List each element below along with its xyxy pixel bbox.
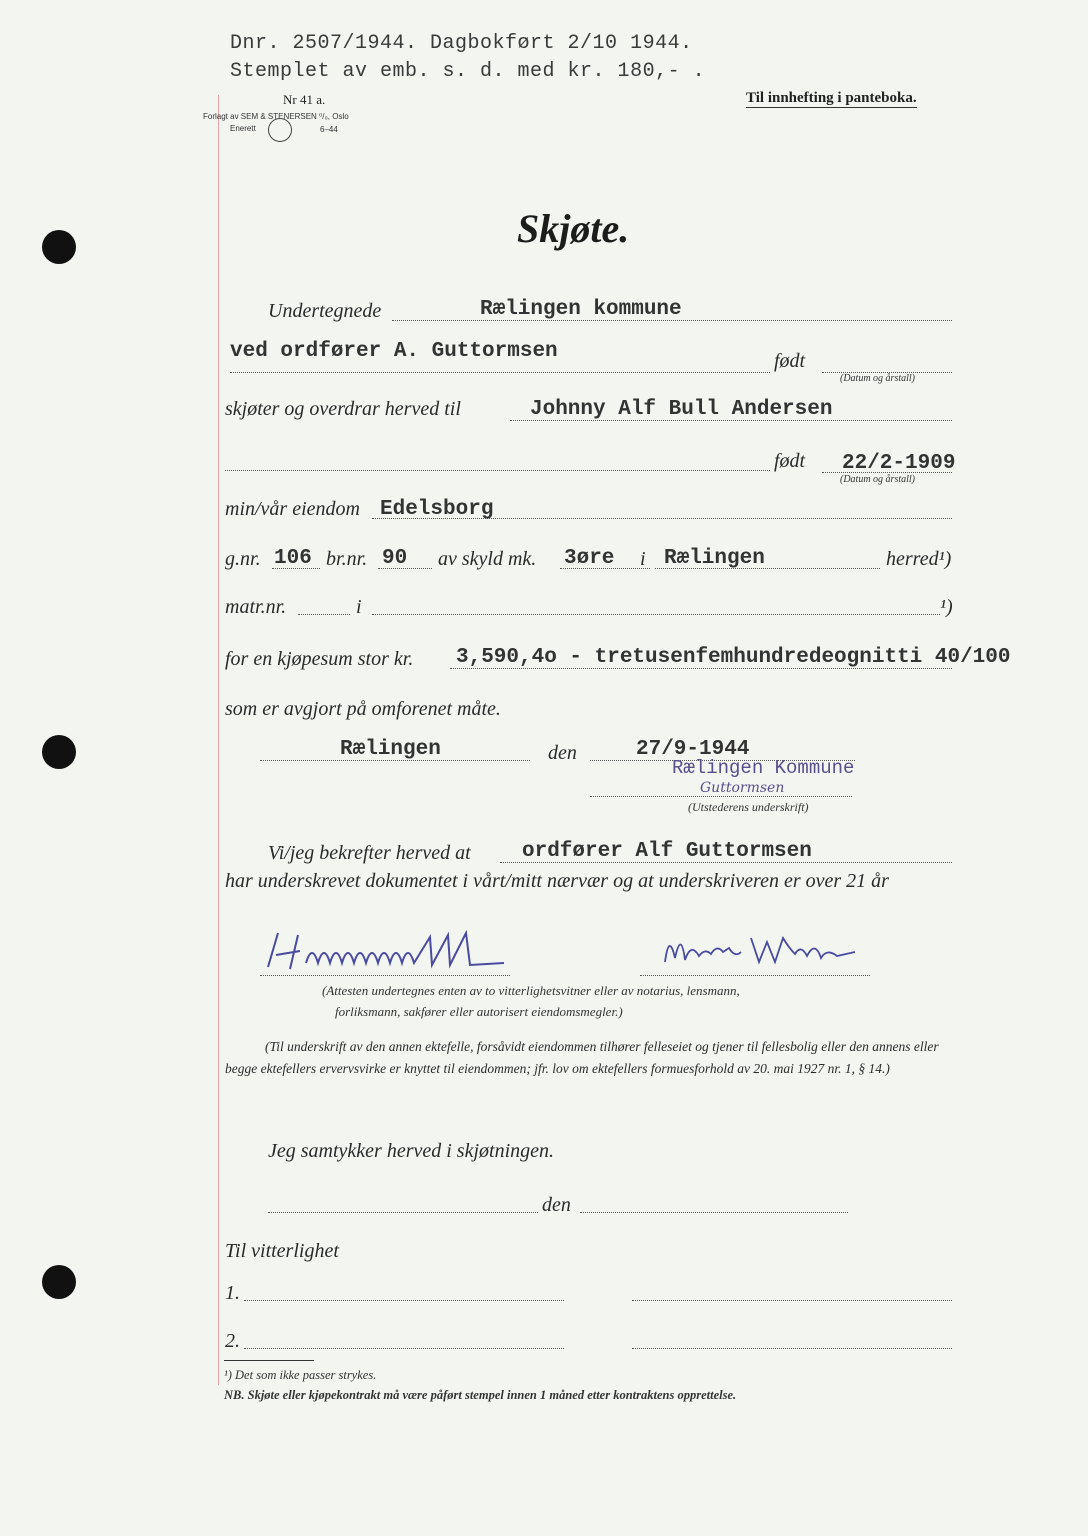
property-name: Edelsborg (380, 498, 494, 521)
publisher-date: 6–44 (320, 125, 338, 134)
witness-sig-line-2 (640, 975, 870, 976)
buyer-birth-line (822, 472, 952, 473)
gnr-value: 106 (274, 547, 312, 570)
avgjort-text: som er avgjort på omforenet måte. (225, 698, 501, 720)
seller-line-2 (230, 372, 770, 373)
den-label: den (548, 742, 577, 764)
publisher-line: Forlagt av SEM & STENERSEN ⁰/₀, Oslo (203, 112, 349, 121)
kjopesum-value: 3,590,4o - tretusenfemhundredeognitti 40/100 (456, 646, 1011, 669)
fodt-label: født (774, 350, 806, 372)
witness-two-line-b (632, 1348, 952, 1349)
punch-hole (42, 1265, 76, 1299)
issuer-signature: Guttormsen (700, 780, 785, 796)
spouse-note: (Til underskrift av den annen ektefelle, forsåvidt eiendommen tilhører felleseiet og tjener til fellesbolig eller den annens eller begge ektefellers ervervsvirke er knyttet til eiendommen; jfr. lov om ektefellers formuesforhold av 20. mai 1927 nr. 1, § 14.) (225, 1039, 939, 1076)
binding-note: Til innhefting i panteboka. (746, 90, 917, 106)
buyer-line-2 (225, 470, 770, 471)
witness-signature-1 (260, 925, 520, 975)
issuer-caption: (Utstederens underskrift) (688, 800, 809, 814)
document-title: Skjøte. (517, 206, 630, 251)
seller-name: Rælingen kommune (480, 298, 682, 321)
buyer-datum-caption: (Datum og årstall) (840, 474, 915, 485)
matr-footnote-ref: ¹) (940, 596, 953, 618)
witness-one-line-b (632, 1300, 952, 1301)
witness-signature-2-text (700, 926, 705, 927)
footnote-nb: NB. Skjøte eller kjøpekontrakt må være påført stempel innen 1 måned etter kontraktens opprettelse. (224, 1388, 737, 1402)
witness-sig-line-1 (260, 975, 510, 976)
herred-name: Rælingen (664, 547, 765, 570)
buyer-birth-date: 22/2-1909 (842, 452, 956, 475)
buyer-name: Johnny Alf Bull Andersen (530, 398, 833, 421)
witness-one-line-a (244, 1300, 564, 1301)
confirm-text: har underskrevet dokumentet i vårt/mitt nærvær og at underskriveren er over 21 år (225, 870, 889, 892)
stamp-duty-line: Stemplet av emb. s. d. med kr. 180,- . (230, 60, 706, 83)
herred-label: herred¹) (886, 548, 952, 570)
matr-i-label: i (356, 596, 362, 618)
skyld-label: av skyld mk. (438, 548, 537, 570)
seller-representative: ved ordfører A. Guttormsen (230, 340, 558, 363)
publisher-logo-icon (268, 118, 292, 142)
registration-stamp-line: Dnr. 2507/1944. Dagbokført 2/10 1944. (230, 32, 693, 55)
witness-one-number: 1. (225, 1282, 240, 1304)
kjopesum-label: for en kjøpesum stor kr. (225, 648, 414, 670)
buyer-fodt-label: født (774, 450, 806, 472)
attest-note-line1: (Attesten undertegnes enten av to vitterlighetsvitner eller av notarius, lensmann, (322, 983, 740, 998)
eiendom-label: min/vår eiendom (225, 498, 360, 520)
skjoter-label: skjøter og overdrar herved til (225, 398, 461, 420)
spouse-date-line (580, 1212, 848, 1213)
publisher-enerett: Enerett (230, 124, 256, 133)
punch-hole (42, 230, 76, 264)
date-value: 27/9-1944 (636, 738, 750, 761)
witness-two-line-a (244, 1348, 564, 1349)
footnote-1: ¹) Det som ikke passer strykes. (224, 1368, 377, 1382)
attest-note-line2: forliksmann, sakfører eller autorisert eiendomsmegler.) (335, 1004, 623, 1019)
skyld-value: 3øre (564, 547, 615, 570)
skyld-i-label: i (640, 548, 646, 570)
confirm-name: ordfører Alf Guttormsen (522, 840, 812, 863)
matr-i-line (372, 614, 940, 615)
witness-signature-1-text (300, 928, 305, 929)
datum-caption: (Datum og årstall) (840, 373, 915, 384)
place-value: Rælingen (340, 738, 441, 761)
brnr-label: br.nr. (326, 548, 368, 570)
municipality-stamp: Rælingen Kommune (672, 757, 855, 779)
footnote-rule (224, 1360, 314, 1361)
confirm-label: Vi/jeg bekrefter herved at (268, 842, 471, 864)
matr-label: matr.nr. (225, 596, 287, 618)
undertegnede-label: Undertegnede (268, 300, 382, 322)
matr-line (298, 614, 350, 615)
signature-line (590, 796, 852, 797)
witness-signature-2 (655, 922, 875, 972)
form-number: Nr 41 a. (283, 92, 326, 107)
witness-two-number: 2. (225, 1330, 240, 1352)
vitterlighet-label: Til vitterlighet (225, 1240, 339, 1262)
punch-hole (42, 735, 76, 769)
spouse-den-label: den (542, 1194, 571, 1216)
spouse-place-line (268, 1212, 538, 1213)
place-line (260, 760, 530, 761)
margin-line (218, 95, 219, 1385)
gnr-label: g.nr. (225, 548, 261, 570)
spouse-consent: Jeg samtykker herved i skjøtningen. (268, 1140, 555, 1162)
brnr-value: 90 (382, 547, 408, 570)
